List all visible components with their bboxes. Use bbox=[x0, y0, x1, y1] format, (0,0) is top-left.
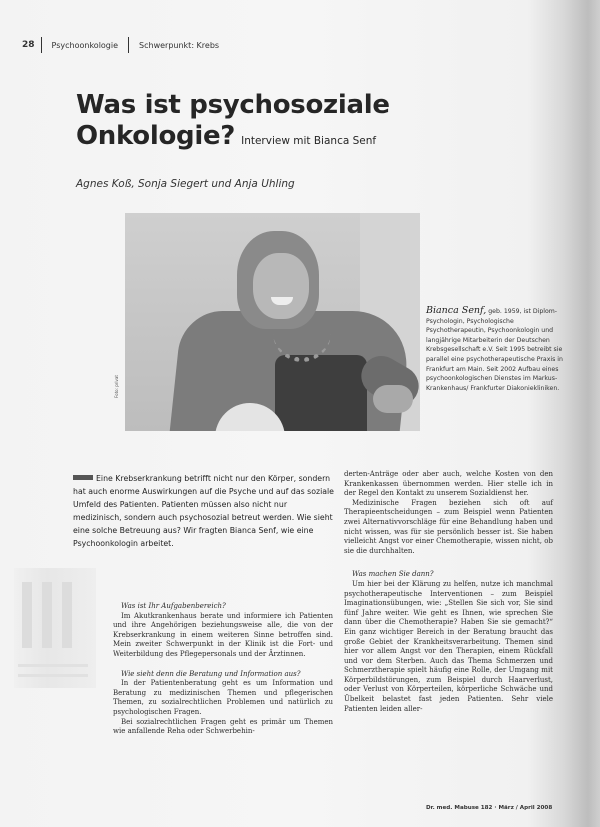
intro-marker-icon bbox=[73, 475, 93, 480]
margin-decoration bbox=[14, 568, 96, 688]
page-footer: Dr. med. Mabuse 182 · März / April 2008 bbox=[426, 805, 553, 811]
interview-question: Was machen Sie dann? bbox=[352, 570, 434, 579]
article-subtitle: Interview mit Bianca Senf bbox=[241, 135, 377, 147]
topic-label: Schwerpunkt: Krebs bbox=[139, 40, 220, 50]
title-line-2: Onkologie? bbox=[76, 121, 236, 151]
running-header bbox=[22, 36, 229, 54]
interview-answer: Um hier bei der Klärung zu helfen, nutze ich manchmal psychotherapeutische Interventionen – zum Beispiel Imaginationsübungen, wie: „Stellen Sie sich vor, Sie sind fünf Jahre weiter. Wie geht es Ihnen, wie sprechen Sie dann über die Chemotherapie? Haben Sie sie gemacht?“ Ein ganz wichtiger Bereich in der Beratung braucht das große Gebiet der Krankheitsverarbeitung. Themen sind hier vor allem Angst vor den Therapien, einem Rückfall und vor dem Sterben. Auch das Thema Schmerzen und Schmerztherapie spielt häufig eine Rolle, der Umgang mit Körperbildstörungen, zum Beispiel durch Haarverlust, oder Verlust von Körperteilen, körperliche Schwäche und Übelkeit belastet fast jeden Patienten. Sehr viele Patienten leiden aller- bbox=[344, 579, 553, 713]
interview-question: Was ist Ihr Aufgabenbereich? bbox=[121, 602, 226, 610]
photo-caption bbox=[426, 306, 571, 393]
photo-credit: Foto: privat bbox=[114, 375, 119, 398]
caption-name: Bianca Senf, bbox=[426, 305, 487, 316]
caption-text: geb. 1959, ist Diplom-Psychologin, Psychologische Psychotherapeutin, Psychoonkologin und langjährige Mitarbeiterin der Deutschen Krebsgesellschaft e.V. Seit 1995 betreibt sie parallel eine psychotherapeutische Praxis in Frankfurt am Main. Seit 2002 Aufbau eines psychoonkologischen Dienstes im Markus-Krankenhaus/ Frankfurter Diakoniekliniken. bbox=[426, 308, 563, 392]
title-line-2-wrap bbox=[76, 121, 496, 157]
page-number: 28 bbox=[22, 40, 35, 50]
article-title bbox=[76, 90, 496, 157]
interview-answer: Medizinische Fragen beziehen sich oft auf Therapieentscheidungen – zum Beispiel wenn Patienten zwei Alternativvorschläge für eine Behandlung haben und nicht wissen, was für sie persönlich besser ist. Sie haben vielleicht Angst vor einer Chemotherapie, wissen nicht, ob sie die durchhalten. bbox=[344, 498, 553, 555]
interview-question: Wie sieht denn die Beratung und Information aus? bbox=[121, 669, 301, 678]
article-authors: Agnes Koß, Sonja Siegert und Anja Uhling bbox=[76, 178, 295, 190]
intro-text: Eine Krebserkrankung betrifft nicht nur den Körper, sondern hat auch enorme Auswirkungen auf die Psyche und auf das soziale Umfeld des Patienten. Patienten müssen also nicht nur medizinisch, sondern auch psychosozial betreut werden. Wie sieht eine solche Betreuung aus? Wir fragten Bianca Senf, wie eine Psychoonkologin arbeitet. bbox=[73, 474, 334, 548]
article-intro bbox=[73, 472, 335, 550]
portrait-photo bbox=[125, 213, 420, 431]
interview-answer: Bei sozialrechtlichen Fragen geht es primär um Themen wie anfallende Reha oder Schwerbehin- bbox=[113, 717, 333, 736]
interview-answer: In der Patientenberatung geht es um Information und Beratung zu medizinischen Themen und pflegerischen Themen, zu sozialrechtlichen Problemen und natürlich zu psychologischen Fragen. bbox=[113, 679, 333, 716]
body-column-1 bbox=[113, 602, 333, 737]
body-column-2 bbox=[344, 470, 553, 714]
section-label: Psychoonkologie bbox=[51, 40, 119, 50]
interview-answer: Im Akutkrankenhaus berate und informiere ich Patienten und ihre Angehörigen beziehungsweise alle, die von der Krebserkrankung in einem weiteren Sinne betroffen sind. Mein zweiter Schwerpunkt in der Klinik ist die Fort- und Weiterbildung des Pflegepersonals und der Ärztinnen. bbox=[113, 611, 333, 658]
interview-answer: derten-Anträge oder aber auch, welche Kosten von den Krankenkassen übernommen werden. Hier stelle ich in der Regel den Kontakt zu unserem Sozialdienst her. bbox=[344, 470, 553, 498]
title-line-1: Was ist psychosoziale bbox=[76, 90, 390, 120]
